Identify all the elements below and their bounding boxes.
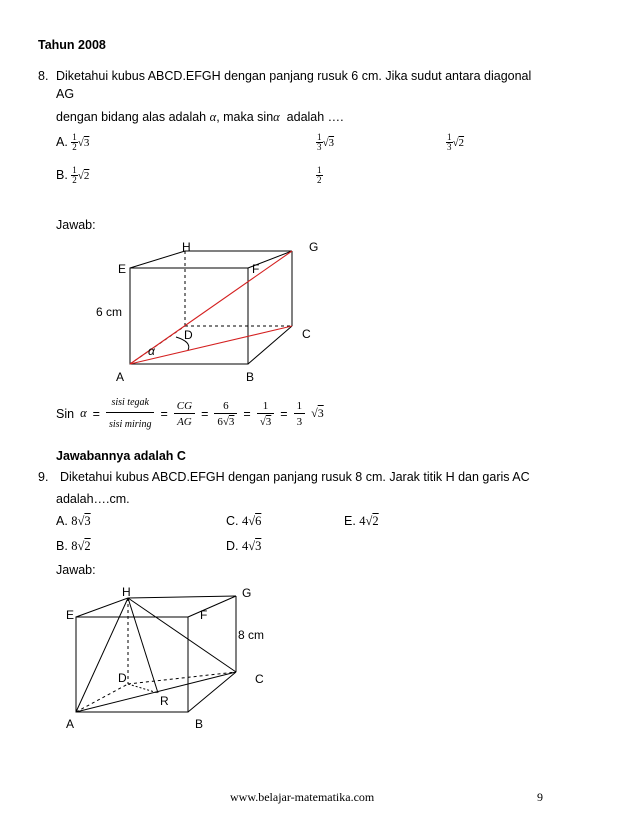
q8-text-line3: dengan bidang alas adalah α, maka sinα adalah ….: [56, 110, 344, 124]
label-d: D: [184, 328, 193, 342]
label-h-q9: H: [122, 585, 131, 599]
q8-option-e: $\frac{1}{2}$: [317, 165, 322, 185]
q9-text-line2: adalah….cm.: [56, 492, 130, 506]
label-c-q9: C: [255, 672, 264, 686]
label-g-q9: G: [242, 586, 252, 600]
label-a-q9: A: [66, 717, 75, 731]
sin-formula: Sin α = $\frac{\text{sisi tegak}}{\text{sisi miring}}$ = $\frac{CG}{AG}$ = $\frac{6}{6√3}$ = $\frac{1}{√3}$ = $\frac{1}{3}$ √3: [56, 397, 324, 430]
label-f-q9: F: [200, 608, 208, 622]
label-b-q9: B: [195, 717, 204, 731]
q8-text-line1: Diketahui kubus ABCD.EFGH dengan panjang rusuk 6 cm. Jika sudut antara diagonal: [56, 69, 532, 83]
q8-option-b: B. $\frac{1}{2}$ √2: [56, 165, 90, 185]
q8-option-c: $\frac{1}{3}$ √3: [317, 132, 335, 152]
label-a: A: [116, 370, 125, 384]
q9-option-c: C. 4√6: [226, 514, 262, 528]
label-r-q9: R: [160, 694, 169, 708]
q8-text-line2: AG: [56, 87, 75, 101]
label-e-q9: E: [66, 608, 75, 622]
edge-length-label-q9: 8 cm: [238, 628, 265, 642]
q9-option-e: E. 4√2: [344, 514, 379, 528]
q8-option-a: A. $\frac{1}{2}$ √3: [56, 132, 90, 152]
alpha-symbol: α: [209, 110, 217, 124]
footer-site: www.belajar-matematika.com: [230, 790, 375, 804]
angle-alpha-label: α: [148, 344, 155, 358]
q9-jawab: Jawab:: [56, 563, 96, 577]
q8-option-d: $\frac{1}{3}$ √2: [447, 132, 465, 152]
label-c: C: [302, 327, 311, 341]
q9-number: 9.: [38, 470, 49, 484]
q9-text-line1: Diketahui kubus ABCD.EFGH dengan panjang rusuk 8 cm. Jarak titik H dan garis AC: [60, 470, 530, 484]
section-title: Tahun 2008: [38, 38, 106, 52]
label-d-q9: D: [118, 671, 127, 685]
label-b: B: [246, 370, 255, 384]
q9-option-d: D. 4√3: [226, 539, 262, 553]
q9-option-a: A. 8√3: [56, 514, 91, 528]
q8-answer: Jawabannya adalah C: [56, 449, 186, 463]
q9-option-b: B. 8√2: [56, 539, 91, 553]
q8-jawab: Jawab:: [56, 218, 96, 232]
label-e: E: [118, 262, 127, 276]
page-number: 9: [537, 790, 543, 804]
label-h: H: [182, 240, 191, 254]
label-f: F: [252, 262, 260, 276]
edge-length-label: 6 cm: [96, 305, 123, 319]
label-g: G: [309, 240, 319, 254]
q8-number: 8.: [38, 69, 49, 83]
